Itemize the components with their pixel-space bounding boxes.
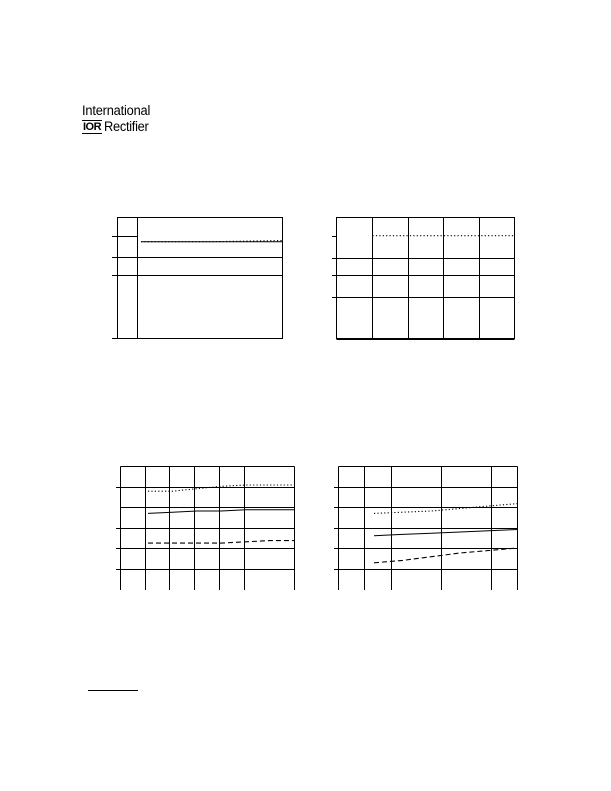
company-logo	[82, 104, 172, 134]
graph-bottom-right-frame	[334, 467, 518, 591]
footnote-rule	[88, 690, 138, 691]
logo-line-international: International	[82, 103, 151, 118]
plot-frame	[118, 218, 283, 339]
graph-top-right-frame	[332, 218, 515, 340]
logo-mark: IOR	[83, 121, 102, 133]
series-line-dashed	[374, 548, 518, 563]
series-line-dotted	[374, 504, 518, 514]
graph-bottom-right	[334, 462, 520, 592]
graph-top-left	[111, 214, 286, 340]
logo-line-rectifier	[82, 120, 172, 134]
graph-top-left-frame	[112, 218, 283, 339]
plot-frame	[337, 218, 515, 339]
series-line-solid	[374, 530, 518, 536]
graph-bottom-left	[116, 462, 298, 592]
series-layer	[374, 504, 518, 563]
series-layer	[141, 241, 283, 242]
logo-word: Rectifier	[104, 119, 149, 134]
graph-top-right	[332, 214, 518, 342]
